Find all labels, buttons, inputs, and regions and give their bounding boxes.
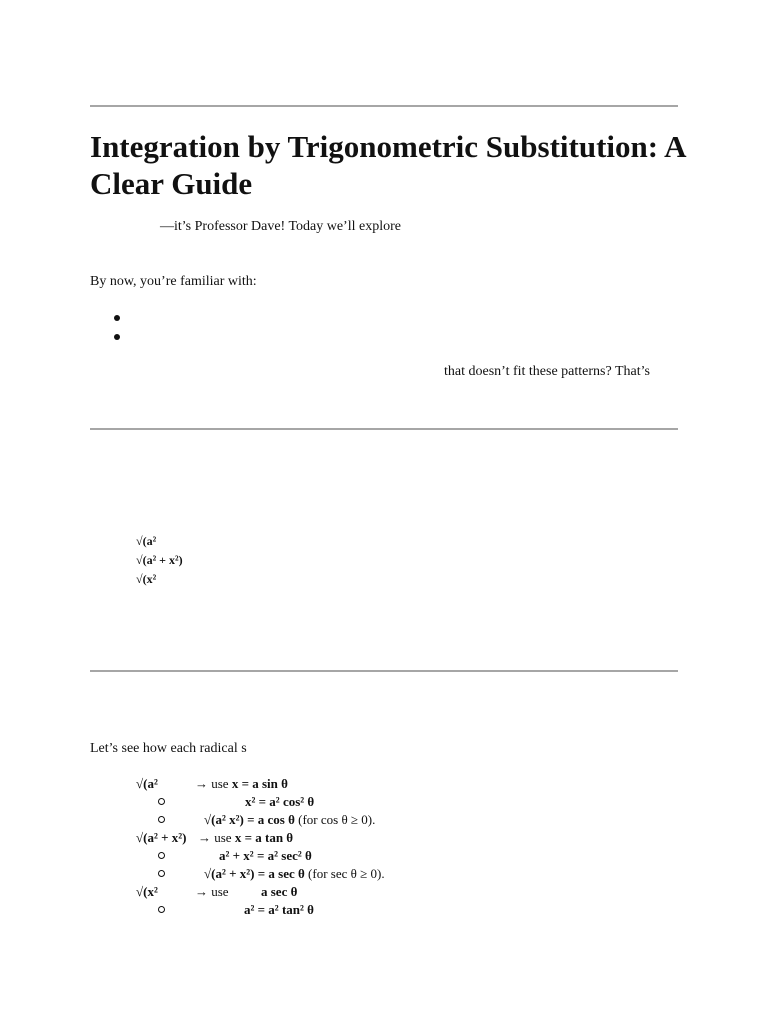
sub1-rule: → use x = a sin θ [195,776,288,791]
sub3-radical: √(x² [136,884,158,899]
sub2-line2: √(a² + x²) = a sec θ (for sec θ ≥ 0). [204,866,385,881]
patterns-text: that doesn’t fit these patterns? That’s [444,364,650,379]
radical-item: √(a² + x²) [136,553,183,567]
bullet-icon [114,315,120,321]
page-title: Integration by Trigonometric Substitution: A Clear Guide [90,129,685,201]
circle-bullet-icon [158,816,165,823]
circle-bullet-icon [158,798,165,805]
sub2-radical: √(a² + x²) [136,830,187,845]
circle-bullet-icon [158,906,165,913]
circle-bullet-icon [158,870,165,877]
radical-item: √(a² [136,534,157,548]
familiar-text: By now, you’re familiar with: [90,274,257,289]
divider-1 [90,105,678,107]
circle-bullet-icon [158,852,165,859]
divider-3 [90,670,678,672]
sub1-radical: √(a² [136,776,158,791]
sub1-line1: x² = a² cos² θ [245,794,315,809]
divider-2 [90,428,678,430]
intro-text: —it’s Professor Dave! Today we’ll explore [160,219,401,234]
radical-item: √(x² [136,572,157,586]
sub2-line1: a² + x² = a² sec² θ [219,848,312,863]
lets-see-text: Let’s see how each radical s [90,741,247,756]
bullet-icon [114,334,120,340]
sub3-arrow: → use [195,884,229,899]
sub3-rule: a sec θ [261,884,298,899]
sub2-rule: → use x = a tan θ [198,830,294,845]
sub3-line1: a² = a² tan² θ [244,902,314,917]
sub1-line2: √(a² x²) = a cos θ (for cos θ ≥ 0). [204,812,376,827]
